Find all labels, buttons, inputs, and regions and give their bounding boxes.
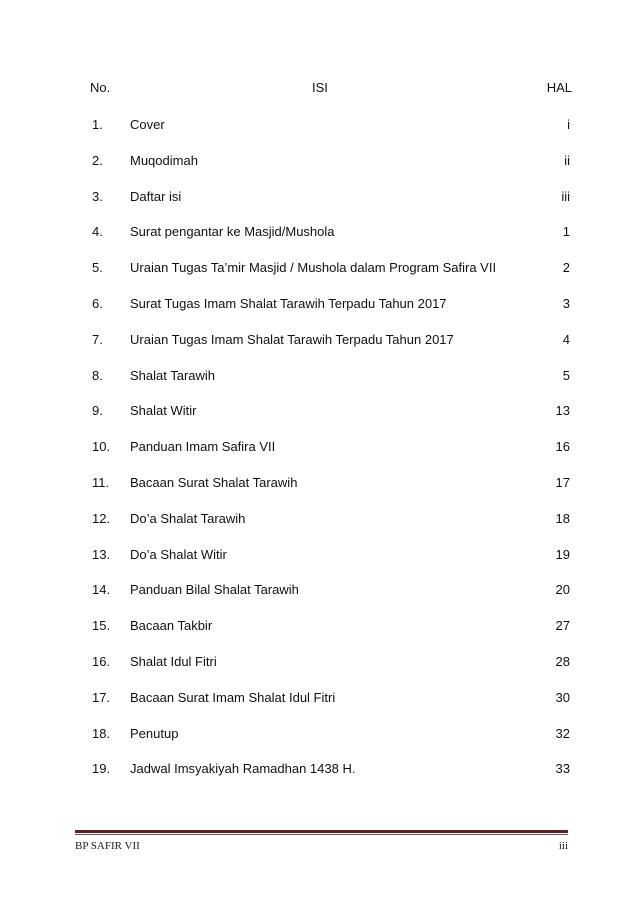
- toc-row-title: Jadwal Imsyakiyah Ramadhan 1438 H.: [130, 761, 356, 777]
- toc-row: [0, 761, 638, 797]
- toc-row-number: 6.: [92, 295, 103, 311]
- toc-row: [0, 547, 638, 583]
- toc-row-number: 5.: [92, 260, 103, 276]
- toc-row-page: iii: [561, 188, 570, 204]
- toc-row-title: Bacaan Surat Shalat Tarawih: [130, 474, 298, 490]
- toc-row: [0, 368, 638, 404]
- toc-row-page: 16: [555, 439, 570, 455]
- toc-row: [0, 403, 638, 439]
- toc-row: [0, 511, 638, 547]
- toc-row-number: 16.: [92, 653, 111, 669]
- toc-row: [0, 332, 638, 368]
- toc-row-title: Panduan Imam Safira VII: [130, 439, 276, 455]
- toc-row-number: 19.: [92, 761, 111, 777]
- toc-row-page: 18: [555, 510, 570, 526]
- toc-row-number: 1.: [92, 117, 103, 132]
- toc-row-title: Bacaan Surat Imam Shalat Idul Fitri: [130, 689, 336, 705]
- toc-row-page: 17: [555, 474, 570, 490]
- toc-row-number: 14.: [92, 582, 111, 598]
- toc-row-number: 10.: [92, 439, 111, 455]
- toc-row-title: Surat pengantar ke Masjid/Mushola: [130, 224, 335, 240]
- toc-row-page: 1: [562, 224, 570, 240]
- toc-row-page: 3: [562, 295, 570, 311]
- toc-row-title: Shalat Idul Fitri: [130, 653, 217, 669]
- toc-row: [0, 654, 638, 690]
- toc-row-title: Do’a Shalat Tarawih: [130, 510, 246, 526]
- footer-page-number: iii: [558, 840, 568, 852]
- toc-row-page: i: [567, 117, 570, 132]
- footer-label: BP SAFIR VII: [75, 840, 140, 852]
- footer-rule-thick: [75, 830, 568, 833]
- header-hal: HAL: [546, 80, 572, 95]
- toc-row-page: 33: [555, 761, 570, 777]
- toc-row-title: Daftar isi: [130, 188, 182, 204]
- toc-row-page: 20: [555, 582, 570, 598]
- toc-row: [0, 618, 638, 654]
- toc-row-number: 18.: [92, 725, 111, 741]
- toc-row-title: Surat Tugas Imam Shalat Tarawih Terpadu Tahun 2017: [130, 295, 447, 311]
- toc-header: [0, 80, 638, 98]
- toc-row-title: Bacaan Takbir: [130, 618, 213, 634]
- toc-row-title: Uraian Tugas Ta’mir Masjid / Mushola dalam Program Safira VII: [130, 260, 497, 276]
- toc-row: [0, 224, 638, 260]
- toc-row-page: ii: [564, 152, 570, 168]
- toc-row-page: 5: [562, 367, 570, 383]
- toc-row: [0, 189, 638, 225]
- toc-row-number: 13.: [92, 546, 111, 562]
- toc-row-title: Panduan Bilal Shalat Tarawih: [130, 582, 299, 598]
- toc-row-page: 30: [555, 689, 570, 705]
- toc-row-title: Shalat Witir: [130, 403, 197, 419]
- toc-row: [0, 296, 638, 332]
- toc-row-page: 28: [555, 653, 570, 669]
- toc-row-number: 3.: [92, 188, 103, 204]
- toc-row: [0, 439, 638, 475]
- header-isi: ISI: [312, 80, 328, 95]
- toc-row-title: Penutup: [130, 725, 179, 741]
- toc-row-number: 7.: [92, 331, 103, 347]
- footer-rule-thin: [75, 834, 568, 835]
- toc-row-number: 11.: [92, 474, 110, 490]
- toc-row: [0, 260, 638, 296]
- toc-row-number: 17.: [92, 689, 111, 705]
- toc-row-page: 27: [555, 618, 570, 634]
- toc-row-title: Shalat Tarawih: [130, 367, 216, 383]
- toc-row: [0, 475, 638, 511]
- toc-row-number: 12.: [92, 510, 111, 526]
- toc-row: [0, 726, 638, 762]
- toc-row-page: 2: [562, 260, 570, 276]
- toc-row-page: 4: [562, 331, 570, 347]
- toc-row-title: Uraian Tugas Imam Shalat Tarawih Terpadu Tahun 2017: [130, 331, 454, 347]
- toc-row: [0, 690, 638, 726]
- toc-row-number: 8.: [92, 367, 103, 383]
- toc-row-page: 13: [555, 403, 570, 419]
- toc-row-title: Cover: [130, 117, 165, 132]
- toc-row-number: 15.: [92, 618, 111, 634]
- toc-row-number: 4.: [92, 224, 103, 240]
- toc-row-title: Muqodimah: [130, 152, 198, 168]
- toc-row: [0, 117, 638, 153]
- toc-row: [0, 153, 638, 189]
- header-no: No.: [90, 80, 111, 95]
- toc-row-title: Do’a Shalat Witir: [130, 546, 227, 562]
- toc-row: [0, 582, 638, 618]
- toc-row-number: 9.: [92, 403, 103, 419]
- toc-list: [0, 117, 638, 797]
- toc-row-page: 19: [555, 546, 570, 562]
- toc-row-number: 2.: [92, 152, 103, 168]
- toc-row-page: 32: [555, 725, 570, 741]
